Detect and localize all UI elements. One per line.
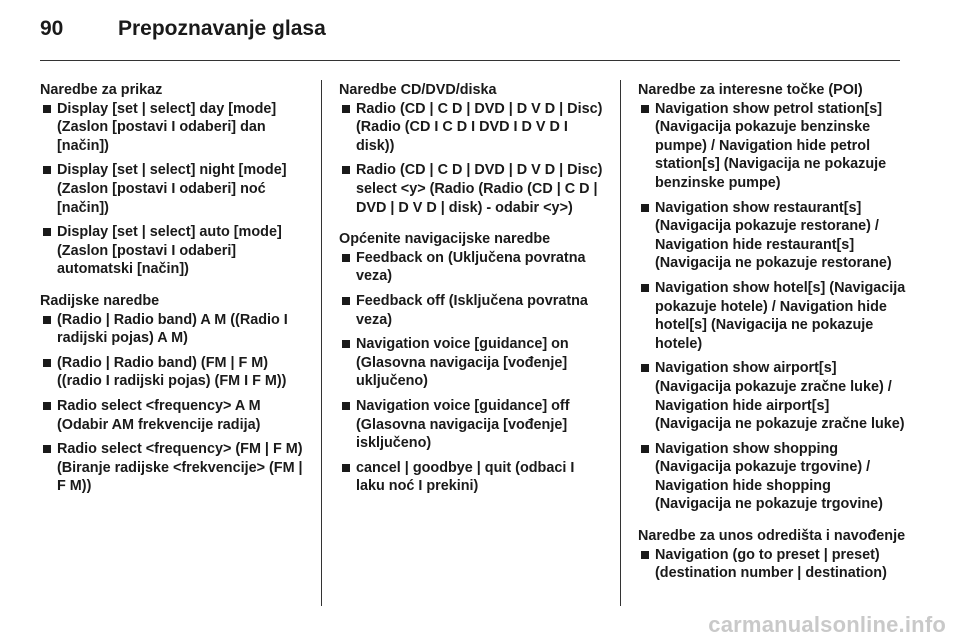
list-item: Display [set | select] day [mode] (Zaslon [postavi I odaberi] dan [način]) (40, 100, 308, 156)
section-heading: Radijske naredbe (40, 292, 160, 309)
section-heading: Naredbe za interesne točke (POI) (638, 82, 863, 98)
list-item: (Radio | Radio band) A M ((Radio I radijski pojas) A M) (40, 311, 308, 348)
list-item: Navigation show airport[s] (Navigacija pokazuje zračne luke) / Navigation hide airport[s] (Navigacija ne pokazuje zračne luke) (638, 359, 906, 433)
list-item: Navigation voice [guidance] on (Glasovna navigacija [vođenje] uključeno) (339, 335, 607, 391)
section-radio-commands (40, 292, 308, 496)
list-item: Navigation show restaurant[s] (Navigacija pokazuje restorane) / Navigation hide restaurant[s] (Navigacija ne pokazuje restorane) (638, 199, 906, 273)
square-bullet-icon (43, 445, 51, 453)
square-bullet-icon (641, 364, 649, 372)
section-heading: Naredbe za unos odredišta i navođenje (638, 528, 906, 545)
list-item: Radio select <frequency> A M (Odabir AM frekvencije radija) (40, 397, 308, 434)
square-bullet-icon (641, 551, 649, 559)
list-item: (Radio | Radio band) (FM | F M) ((radio I radijski pojas) (FM I F M)) (40, 354, 308, 391)
square-bullet-icon (43, 228, 51, 236)
list-item: Radio (CD | C D | DVD | D V D | Disc) (Radio (CD I C D I DVD I D V D I disk)) (339, 100, 607, 156)
section-heading: Naredbe CD/DVD/diska (339, 82, 497, 98)
square-bullet-icon (641, 105, 649, 113)
square-bullet-icon (342, 340, 350, 348)
square-bullet-icon (641, 445, 649, 453)
section-heading: Općenite navigacijske naredbe (339, 231, 551, 248)
column-1 (40, 81, 308, 509)
square-bullet-icon (342, 297, 350, 305)
list-item: Navigation (go to preset | preset) (destination number | destination) (638, 546, 906, 583)
column-2 (339, 81, 607, 509)
page-number: 90 (40, 17, 64, 40)
section-cd-dvd-commands (339, 81, 607, 217)
column-3 (638, 81, 906, 596)
list-item: Navigation show shopping (Navigacija pokazuje trgovine) / Navigation hide shopping (Navigacija ne pokazuje trgovine) (638, 440, 906, 514)
list-item: Navigation show petrol station[s] (Navigacija pokazuje benzinske pumpe) / Navigation hide petrol station[s] (Navigacija ne pokazuje benzinske pumpe) (638, 100, 906, 193)
section-poi-commands (638, 81, 906, 514)
square-bullet-icon (342, 166, 350, 174)
square-bullet-icon (43, 105, 51, 113)
square-bullet-icon (43, 166, 51, 174)
square-bullet-icon (342, 464, 350, 472)
list-item: cancel | goodbye | quit (odbaci I laku noć I prekini) (339, 459, 607, 496)
section-general-navigation-commands (339, 230, 607, 496)
page-header (40, 17, 326, 47)
square-bullet-icon (43, 359, 51, 367)
list-item: Display [set | select] night [mode] (Zaslon [postavi I odaberi] noć [način]) (40, 161, 308, 217)
square-bullet-icon (641, 204, 649, 212)
watermark: carmanualsonline.info (708, 612, 946, 637)
square-bullet-icon (43, 316, 51, 324)
column-divider (620, 80, 621, 606)
section-display-commands (40, 81, 308, 279)
square-bullet-icon (641, 284, 649, 292)
square-bullet-icon (342, 105, 350, 113)
list-item: Navigation voice [guidance] off (Glasovna navigacija [vođenje] isključeno) (339, 397, 607, 453)
list-item: Feedback off (Isključena povratna veza) (339, 292, 607, 329)
section-destination-commands (638, 527, 906, 583)
square-bullet-icon (43, 402, 51, 410)
list-item: Navigation show hotel[s] (Navigacija pokazuje hotele) / Navigation hide hotel[s] (Navigacija ne pokazuje hotele) (638, 279, 906, 353)
square-bullet-icon (342, 254, 350, 262)
list-item: Display [set | select] auto [mode] (Zaslon [postavi I odaberi] automatski [način]) (40, 223, 308, 279)
square-bullet-icon (342, 402, 350, 410)
page-title: Prepoznavanje glasa (118, 17, 326, 40)
header-rule (40, 60, 900, 61)
section-heading: Naredbe za prikaz (40, 82, 163, 98)
list-item: Feedback on (Uključena povratna veza) (339, 249, 607, 286)
list-item: Radio select <frequency> (FM | F M) (Biranje radijske <frekvencije> (FM | F M)) (40, 440, 308, 496)
list-item: Radio (CD | C D | DVD | D V D | Disc) select <y> (Radio (Radio (CD | C D | DVD | D V D | disk) - odabir <y>) (339, 161, 607, 217)
column-divider (321, 80, 322, 606)
